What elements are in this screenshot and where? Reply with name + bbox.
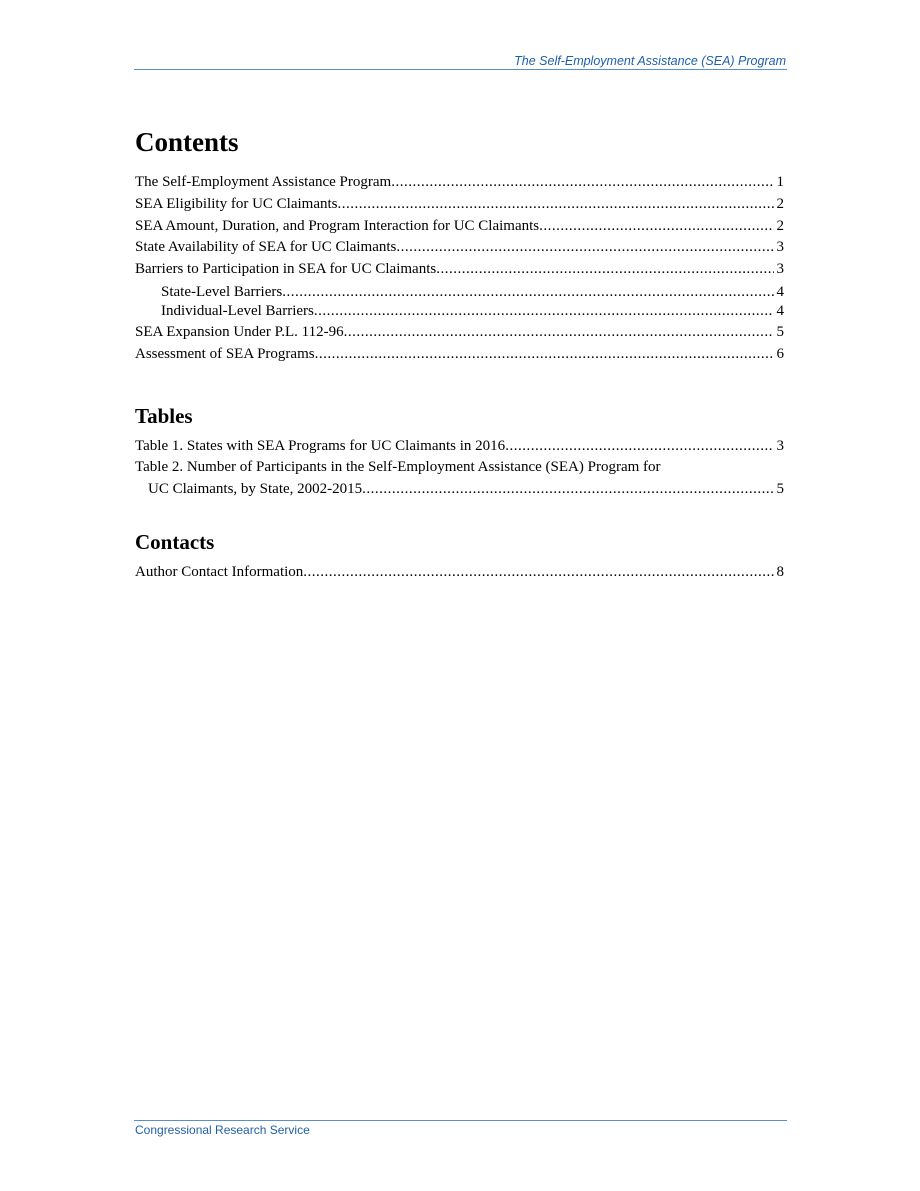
dot-leader bbox=[315, 344, 774, 366]
toc-entry-title: SEA Eligibility for UC Claimants bbox=[135, 195, 338, 212]
toc-entry-page: 3 bbox=[776, 239, 784, 256]
toc-entry-page: 8 bbox=[776, 564, 784, 581]
toc-entry-sea-expansion[interactable] bbox=[135, 322, 784, 344]
contents-heading: Contents bbox=[135, 127, 239, 157]
toc-entry-sea-eligibility[interactable] bbox=[135, 194, 784, 216]
toc-entry-sea-amount-duration[interactable] bbox=[135, 216, 784, 238]
contacts-heading: Contacts bbox=[135, 530, 215, 555]
toc-entry-page: 3 bbox=[776, 261, 784, 278]
toc-entry-author-contact[interactable] bbox=[135, 562, 784, 584]
toc-entry-page: 6 bbox=[776, 345, 784, 362]
dot-leader bbox=[282, 283, 773, 303]
toc-entry-title: SEA Amount, Duration, and Program Interaction for UC Claimants bbox=[135, 217, 540, 234]
footer-organization: Congressional Research Service bbox=[135, 1123, 310, 1137]
toc-entry-page: 1 bbox=[776, 174, 784, 190]
toc-entry-page: 2 bbox=[776, 195, 784, 212]
dot-leader bbox=[539, 216, 773, 238]
tables-list bbox=[135, 436, 784, 501]
dot-leader bbox=[505, 436, 773, 458]
contacts-list bbox=[135, 562, 784, 584]
toc-entry-page: 3 bbox=[776, 437, 784, 454]
footer-divider bbox=[134, 1120, 787, 1121]
toc-entry-title-line2: UC Claimants, by State, 2002-2015 bbox=[148, 480, 363, 497]
running-header-title: The Self-Employment Assistance (SEA) Program bbox=[514, 54, 786, 68]
contents-list bbox=[135, 172, 784, 366]
toc-entry-title: SEA Expansion Under P.L. 112-96 bbox=[135, 323, 344, 340]
toc-entry-title: Barriers to Participation in SEA for UC Claimants bbox=[135, 261, 437, 278]
dot-leader bbox=[338, 194, 774, 216]
toc-entry-page: 4 bbox=[776, 283, 784, 300]
dot-leader bbox=[314, 302, 774, 322]
toc-entry-title: Table 1. States with SEA Programs for UC Claimants in 2016 bbox=[135, 437, 506, 454]
tables-heading: Tables bbox=[135, 403, 193, 428]
toc-entry-title: Assessment of SEA Programs bbox=[135, 345, 315, 362]
toc-entry-page: 4 bbox=[776, 303, 784, 320]
table-of-contents bbox=[135, 120, 784, 584]
toc-entry-page: 5 bbox=[776, 480, 784, 497]
toc-entry-page: 2 bbox=[776, 217, 784, 234]
toc-entry-title: Individual-Level Barriers bbox=[161, 303, 314, 320]
toc-entry-title: State-Level Barriers bbox=[161, 283, 283, 300]
header-divider bbox=[134, 69, 787, 70]
toc-entry-title-line1: Table 2. Number of Participants in the Self-Employment Assistance (SEA) Program for bbox=[135, 459, 661, 476]
toc-entry-page: 5 bbox=[776, 323, 784, 340]
toc-entry-individual-level-barriers[interactable] bbox=[135, 302, 784, 322]
dot-leader bbox=[344, 322, 774, 344]
dot-leader bbox=[396, 237, 773, 259]
toc-entry-state-availability[interactable] bbox=[135, 237, 784, 259]
dot-leader bbox=[436, 259, 773, 281]
toc-entry-title: The Self-Employment Assistance Program bbox=[135, 174, 392, 190]
toc-entry-self-employment-assistance-program[interactable] bbox=[135, 172, 784, 194]
dot-leader bbox=[303, 562, 773, 584]
toc-entry-title: State Availability of SEA for UC Claimants bbox=[135, 239, 397, 256]
toc-entry-assessment[interactable] bbox=[135, 344, 784, 366]
toc-entry-barriers-to-participation[interactable] bbox=[135, 259, 784, 281]
dot-leader bbox=[362, 479, 773, 501]
toc-entry-table-1[interactable] bbox=[135, 436, 784, 458]
toc-entry-table-2[interactable] bbox=[135, 457, 784, 500]
toc-entry-state-level-barriers[interactable] bbox=[135, 283, 784, 303]
dot-leader bbox=[391, 172, 773, 194]
toc-entry-title: Author Contact Information bbox=[135, 564, 304, 581]
